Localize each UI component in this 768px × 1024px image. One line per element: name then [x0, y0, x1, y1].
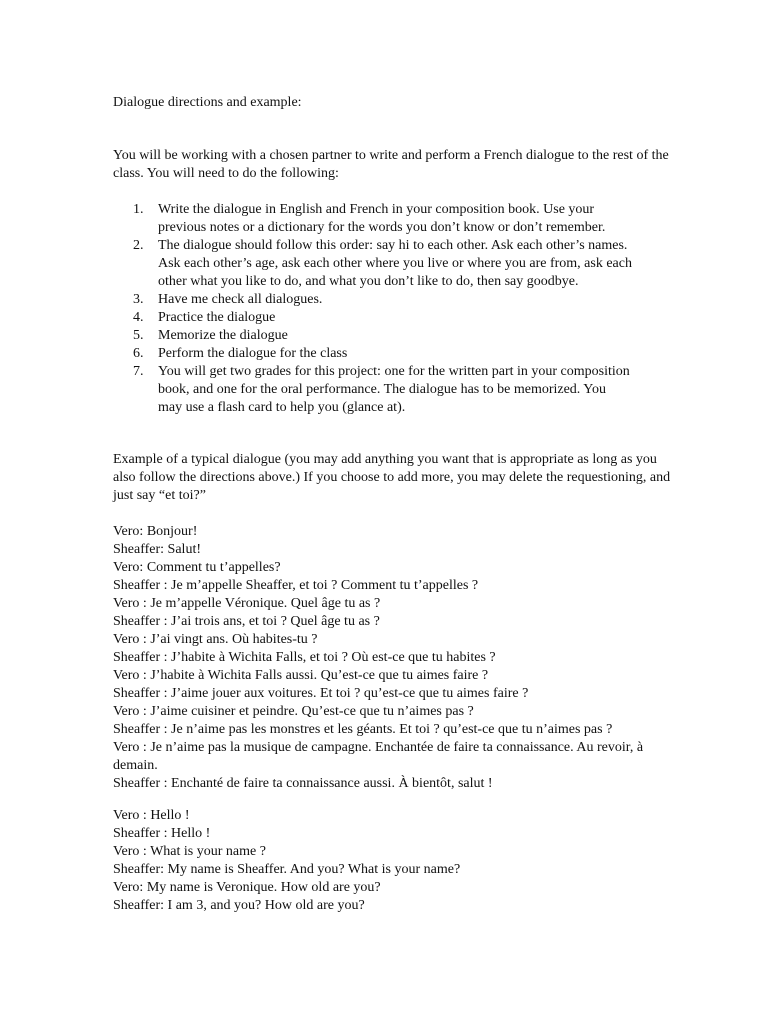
dialogue-line: Sheaffer : Je n’aime pas les monstres et les géants. Et toi ? qu’est-ce que tu n’aimes pas ?: [113, 722, 613, 737]
step-text: The dialogue should follow this order: say hi to each other. Ask each other’s names. Ask each other’s age, ask each other where you live or where you are from, ask each other what you like to do, and what you don’t like to do, then say goodbye.: [158, 238, 632, 289]
dialogue-line: Vero: Bonjour!: [113, 524, 198, 539]
list-item: [113, 363, 633, 417]
dialogue-line: Sheaffer : Je m’appelle Sheaffer, et toi ? Comment tu t’appelles ?: [113, 578, 479, 593]
list-item: [113, 291, 633, 309]
step-text: Practice the dialogue: [158, 310, 276, 325]
step-number: 2.: [133, 238, 144, 253]
dialogue-line: Vero: Comment tu t’appelles?: [113, 560, 281, 575]
dialogue-line: Vero: My name is Veronique. How old are you?: [113, 880, 381, 895]
step-number: 6.: [133, 346, 144, 361]
dialogue-line: Sheaffer: My name is Sheaffer. And you? What is your name?: [113, 862, 461, 877]
step-text: Memorize the dialogue: [158, 328, 288, 343]
dialogue-line: Vero : Je m’appelle Véronique. Quel âge tu as ?: [113, 596, 381, 611]
step-text: Perform the dialogue for the class: [158, 346, 348, 361]
directions-list: [113, 201, 633, 417]
dialogue-line: Sheaffer: I am 3, and you? How old are you?: [113, 898, 365, 913]
step-text: Write the dialogue in English and French in your composition book. Use your previous notes or a dictionary for the words you don’t know or don’t remember.: [158, 202, 606, 235]
dialogue-line: Sheaffer : Hello !: [113, 826, 211, 841]
step-number: 3.: [133, 292, 144, 307]
dialogue-line: Vero : What is your name ?: [113, 844, 266, 859]
dialogue-line: Vero : J’habite à Wichita Falls aussi. Qu’est-ce que tu aimes faire ?: [113, 668, 489, 683]
list-item: [113, 327, 633, 345]
list-item: [113, 345, 633, 363]
step-text: You will get two grades for this project: one for the written part in your composition book, and one for the oral performance. The dialogue has to be memorized. You may use a flash card to help you (glance at).: [158, 364, 630, 415]
dialogue-line: Vero : J’ai vingt ans. Où habites-tu ?: [113, 632, 318, 647]
step-number: 7.: [133, 364, 144, 379]
document-heading: Dialogue directions and example:: [113, 95, 302, 110]
english-dialogue: [113, 807, 673, 915]
step-number: 4.: [133, 310, 144, 325]
dialogue-line: Sheaffer : Enchanté de faire ta connaissance aussi. À bientôt, salut !: [113, 776, 493, 791]
step-number: 5.: [133, 328, 144, 343]
intro-paragraph: You will be working with a chosen partner to write and perform a French dialogue to the rest of the class. You will need to do the following:: [113, 148, 669, 181]
list-item: [113, 237, 633, 291]
dialogue-line: Vero : Je n’aime pas la musique de campagne. Enchantée de faire ta connaissance. Au revoir, à demain.: [113, 740, 644, 773]
dialogue-line: Sheaffer : J’aime jouer aux voitures. Et toi ? qu’est-ce que tu aimes faire ?: [113, 686, 529, 701]
step-text: Have me check all dialogues.: [158, 292, 323, 307]
example-intro-paragraph: Example of a typical dialogue (you may add anything you want that is appropriate as long as you also follow the directions above.) If you choose to add more, you may delete the requestioning, and just say “et toi?”: [113, 452, 671, 503]
dialogue-line: Sheaffer: Salut!: [113, 542, 201, 557]
list-item: [113, 201, 633, 237]
french-dialogue: [113, 523, 673, 793]
list-item: [113, 309, 633, 327]
dialogue-line: Vero : Hello !: [113, 808, 190, 823]
dialogue-line: Sheaffer : J’ai trois ans, et toi ? Quel âge tu as ?: [113, 614, 380, 629]
dialogue-line: Vero : J’aime cuisiner et peindre. Qu’est-ce que tu n’aimes pas ?: [113, 704, 474, 719]
step-number: 1.: [133, 202, 144, 217]
dialogue-line: Sheaffer : J’habite à Wichita Falls, et toi ? Où est-ce que tu habites ?: [113, 650, 496, 665]
